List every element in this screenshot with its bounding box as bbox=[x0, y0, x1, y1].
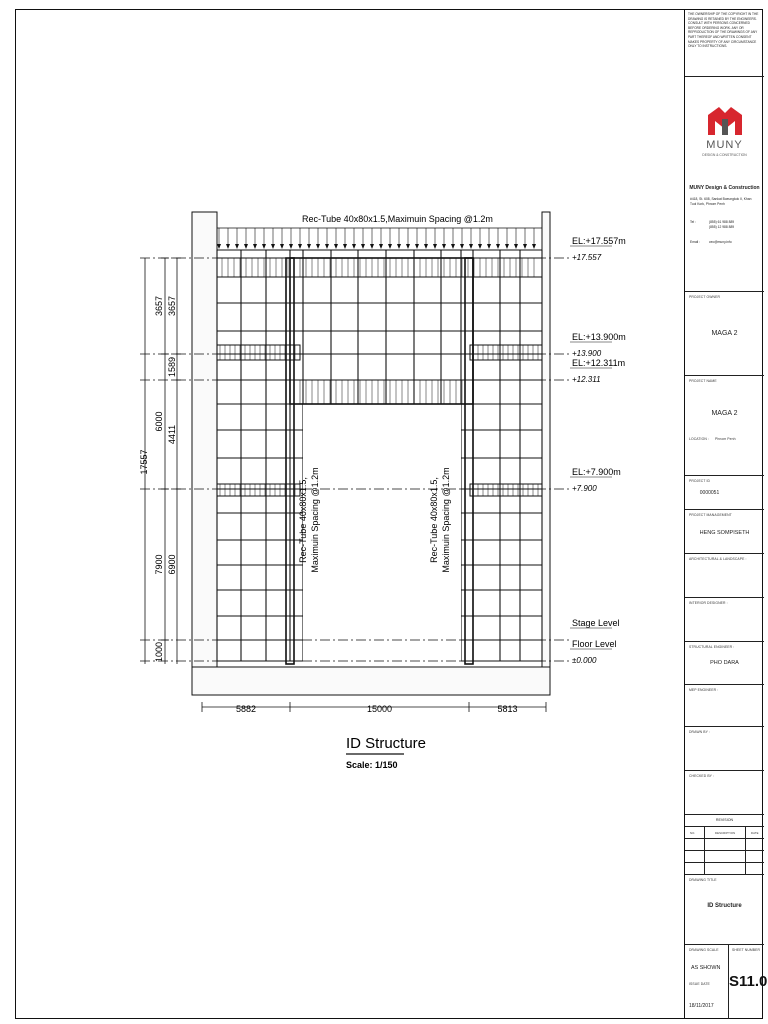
level-label: Stage Level bbox=[572, 618, 620, 628]
load-arrow-head bbox=[514, 244, 518, 249]
load-arrow-head bbox=[433, 244, 437, 249]
rev-no-label: NO. bbox=[690, 831, 696, 835]
load-arrow-head bbox=[217, 244, 221, 249]
side-note-line-2: Maximuin Spacing @1.2m bbox=[310, 467, 320, 573]
drawing-title-label: DRAWING TITLE bbox=[689, 878, 717, 882]
load-arrow-head bbox=[388, 244, 392, 249]
side-note-line-2: Maximuin Spacing @1.2m bbox=[441, 467, 451, 573]
load-arrow-head bbox=[496, 244, 500, 249]
load-arrow-head bbox=[334, 244, 338, 249]
level-value: +13.900 bbox=[572, 349, 602, 358]
sheet-number: S11.0 bbox=[729, 973, 768, 990]
level-label: EL:+13.900m bbox=[572, 332, 626, 342]
drawing-scale: AS SHOWN bbox=[691, 965, 721, 971]
project-id-label: PROJECT ID bbox=[689, 479, 711, 483]
load-arrow-head bbox=[235, 244, 239, 249]
mep-cell bbox=[685, 685, 764, 727]
tel-2: (855) 12 988 889 bbox=[709, 225, 735, 229]
dimension-label: 3657 bbox=[154, 295, 164, 317]
dimension-label: 4411 bbox=[167, 424, 177, 445]
revision-divider bbox=[745, 827, 746, 875]
revision-columns-row bbox=[685, 827, 764, 839]
issue-date: 18/11/2017 bbox=[689, 1003, 714, 1009]
project-name: MAGA 2 bbox=[711, 410, 738, 417]
level-label: EL:+17.557m bbox=[572, 236, 626, 246]
logo-subtitle: DESIGN & CONSTRUCTION bbox=[702, 153, 747, 157]
project-management-label: PROJECT MANAGEMENT bbox=[689, 513, 732, 517]
drawing-scale: Scale: 1/150 bbox=[346, 760, 398, 770]
project-name-cell bbox=[685, 376, 764, 476]
project-id-cell bbox=[685, 476, 764, 510]
location-label: LOCATION : bbox=[689, 437, 709, 441]
revision-row bbox=[685, 839, 764, 851]
foundation-slab bbox=[192, 667, 550, 695]
copyright-notice: THE OWNERSHIP OF THE COPYRIGHT IN THE DRAWING IS RETAINED BY THE ENGINEERS. CONSULT WITH PERSONS CONCERNED BEFORE ORDERING WORK. ANY OR REPRODUCTION OF THE DRAWINGS OF ANY PART THEREOF AND WRITTEN CONSENT MAKES PROPERTY OF ANY CIRCUMSTANCE ONLY TO INSTRUCTIONS. bbox=[688, 12, 759, 49]
load-arrow-head bbox=[415, 244, 419, 249]
interior-cell bbox=[685, 598, 764, 642]
structural-engineer: PHO DARA bbox=[710, 660, 739, 666]
load-arrow-head bbox=[478, 244, 482, 249]
checked-by-label: CHECKED BY : bbox=[689, 774, 715, 778]
dimension-label: 1000 bbox=[154, 641, 164, 663]
revision-divider bbox=[704, 827, 705, 875]
company-address-2: Tuol Kork, Phnom Penh bbox=[690, 202, 725, 206]
email-label: Email : bbox=[690, 240, 701, 244]
load-arrow-head bbox=[262, 244, 266, 249]
drawing-scale-label: DRAWING SCALE bbox=[689, 948, 719, 952]
level-value: +17.557 bbox=[572, 253, 602, 262]
project-owner-label: PROJECT OWNER bbox=[689, 295, 721, 299]
title-block bbox=[684, 9, 768, 1019]
drawing-title: ID Structure bbox=[346, 735, 427, 752]
main-column bbox=[465, 258, 473, 664]
load-arrow-head bbox=[271, 244, 275, 249]
side-note-line-1: Rec-Tube 40x80x1.5, bbox=[429, 477, 439, 563]
company-name: MUNY Design & Construction bbox=[689, 185, 760, 191]
rev-desc-label: DESCRIPTION bbox=[715, 831, 736, 835]
project-name-label: PROJECT NAME bbox=[689, 379, 717, 383]
company-cell bbox=[685, 77, 764, 292]
interior-label: INTERIOR DESIGNER : bbox=[689, 601, 728, 605]
top-note: Rec-Tube 40x80x1.5,Maximuin Spacing @1.2m bbox=[302, 214, 493, 224]
load-arrow-head bbox=[505, 244, 509, 249]
load-arrow-head bbox=[424, 244, 428, 249]
level-value: +12.311 bbox=[572, 375, 601, 384]
load-arrow-head bbox=[361, 244, 365, 249]
load-arrow-head bbox=[352, 244, 356, 249]
project-id: 0000051 bbox=[699, 490, 720, 496]
logo-text: MUNY bbox=[706, 139, 743, 151]
load-arrow-head bbox=[442, 244, 446, 249]
dimension-label: 1589 bbox=[167, 356, 177, 378]
side-note-line-1: Rec-Tube 40x80x1.5, bbox=[298, 477, 308, 563]
load-arrow-head bbox=[226, 244, 230, 249]
load-arrow-head bbox=[307, 244, 311, 249]
scale-sheet-cell bbox=[685, 945, 768, 1019]
mep-label: MEP ENGINEER : bbox=[689, 688, 719, 692]
left-wall bbox=[192, 212, 217, 667]
tel-1: (855) 61 988 889 bbox=[709, 220, 735, 224]
level-value: ±0.000 bbox=[572, 656, 597, 665]
load-arrow-head bbox=[253, 244, 257, 249]
load-arrow-head bbox=[244, 244, 248, 249]
truss-band bbox=[470, 345, 542, 360]
load-arrow-head bbox=[406, 244, 410, 249]
load-arrow-head bbox=[325, 244, 329, 249]
load-arrow-head bbox=[397, 244, 401, 249]
load-arrow-head bbox=[298, 244, 302, 249]
truss-band bbox=[217, 345, 300, 360]
load-arrow-head bbox=[532, 244, 536, 249]
architectural-label: ARCHITECTURAL & LANDSCAPE : bbox=[689, 557, 747, 561]
load-arrow-head bbox=[451, 244, 455, 249]
muny-logo-icon bbox=[705, 105, 745, 137]
load-arrow-head bbox=[460, 244, 464, 249]
project-owner-cell bbox=[685, 292, 764, 376]
dimension-label: 7900 bbox=[154, 554, 164, 575]
level-label: Floor Level bbox=[572, 639, 617, 649]
revision-row bbox=[685, 863, 764, 875]
dimension-label: 6000 bbox=[154, 411, 164, 432]
load-arrow-head bbox=[379, 244, 383, 249]
drawing-title-cell bbox=[685, 875, 764, 945]
revision-label: REVISION bbox=[715, 818, 734, 822]
sheet-number-label: SHEET NUMBER bbox=[732, 948, 761, 952]
drawn-by-cell bbox=[685, 727, 764, 771]
copyright-notice-cell bbox=[685, 9, 764, 77]
level-label: EL:+7.900m bbox=[572, 467, 621, 477]
load-arrow-head bbox=[523, 244, 527, 249]
location: Phnom Penh bbox=[715, 437, 736, 441]
right-wall bbox=[542, 212, 550, 667]
drawing-title: ID Structure bbox=[707, 903, 742, 909]
dimension-label: 5813 bbox=[497, 704, 518, 714]
dimension-label: 17557 bbox=[139, 449, 149, 475]
revision-header-cell bbox=[685, 815, 764, 827]
revision-row bbox=[685, 851, 764, 863]
project-management-cell bbox=[685, 510, 764, 554]
load-arrow-head bbox=[280, 244, 284, 249]
load-arrow-head bbox=[316, 244, 320, 249]
project-owner: MAGA 2 bbox=[711, 330, 738, 337]
project-management: HENG SOMPISETH bbox=[699, 530, 750, 536]
load-arrow-head bbox=[370, 244, 374, 249]
dimension-label: 5882 bbox=[235, 704, 257, 714]
checked-by-cell bbox=[685, 771, 764, 815]
company-address-1: #418, St. 608, Sankat Boeungkok II, Khan bbox=[690, 197, 752, 201]
tel-label: Tel : bbox=[690, 220, 697, 224]
rev-date-label: DATE bbox=[751, 831, 759, 835]
dimension-label: 6900 bbox=[167, 554, 177, 575]
dimension-label: 15000 bbox=[366, 704, 393, 714]
level-label: EL:+12.311m bbox=[572, 358, 626, 368]
drawn-by-label: DRAWN BY : bbox=[689, 730, 710, 734]
structural-cell bbox=[685, 642, 764, 685]
issue-date-label: ISSUE DATE bbox=[689, 982, 710, 986]
architectural-cell bbox=[685, 554, 764, 598]
truss-band bbox=[217, 484, 300, 496]
structural-label: STRUCTURAL ENGINEER : bbox=[689, 645, 735, 649]
dimension-label: 3657 bbox=[167, 295, 177, 317]
load-arrow-head bbox=[469, 244, 473, 249]
load-arrow-head bbox=[343, 244, 347, 249]
load-arrow-head bbox=[289, 244, 293, 249]
load-arrow-head bbox=[487, 244, 491, 249]
truss-band bbox=[470, 484, 542, 496]
level-value: +7.900 bbox=[572, 484, 597, 493]
email: ceo@muny.info bbox=[709, 240, 732, 244]
